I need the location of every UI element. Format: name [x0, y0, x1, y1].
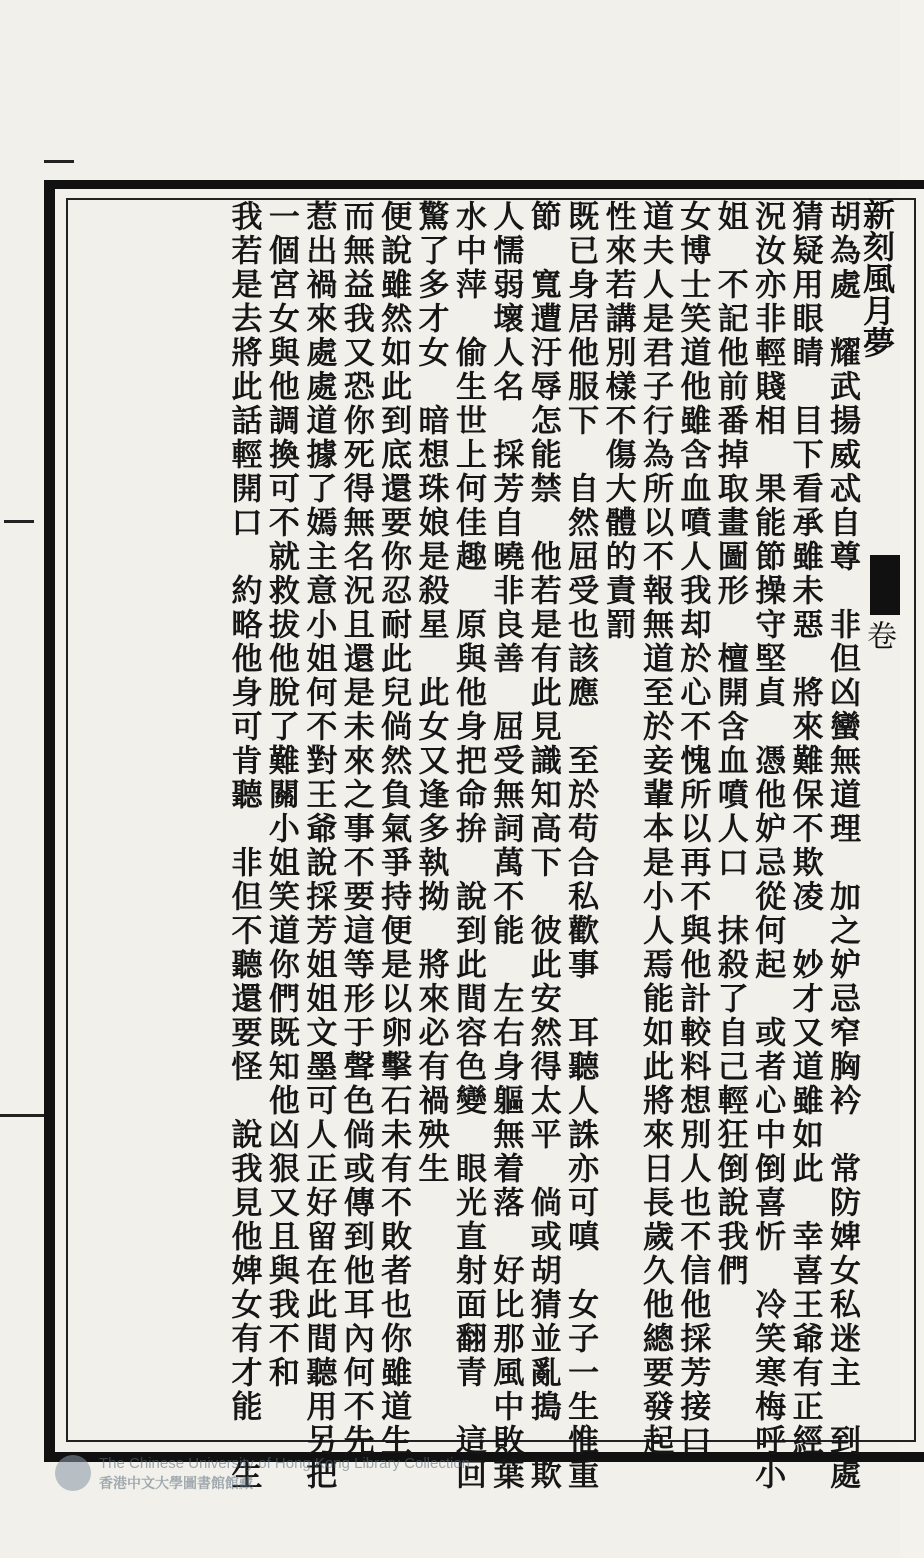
text-column: 姐 不記他前番掉取畫圖形 檀開含血噴人口 抹殺了自己輕狂倒說我們	[711, 200, 748, 1288]
text-column: 胡為處 耀武揚威忒自尊 非但凶蠻無道理 加之妒忌窄胸衿 常防婢女私迷主 到處	[824, 200, 860, 1492]
watermark-chinese: 香港中文大學圖書館館藏	[99, 1476, 253, 1492]
text-column: 惹出禍來處處道據了嫣主意小姐何不對王爺說採芳姐姐文墨可人正好留在此間聽用另把	[300, 200, 337, 1492]
margin-tick-mark	[44, 160, 74, 163]
text-column: 道夫人是君子行為所以不報無道至於妾輩本是小人焉能如此將來日長歲久他總要發起	[636, 200, 673, 1458]
text-column: 況汝亦非輕賤相 果能節操守堅貞 憑他妒忌從何起 或者心中倒喜忻 冷笑寒梅呼小	[749, 200, 786, 1492]
fishtail-marker	[870, 555, 900, 615]
text-column: 人懦弱壞人名 採芳自曉非良善 屈受無詞萬不能 左右身軀無着落 好比那風中敗葉	[487, 200, 524, 1492]
folio-label: 卷	[861, 620, 896, 650]
text-column: 而無益我又恐你死得無名況且還是未來之事不要這等形于聲色倘或傳到他耳內何不先	[337, 200, 374, 1458]
text-column: 我若是去將此話輕開口 約略他身可肯聽 非但不聽還要怪 說我見他婢女有才能 生	[225, 200, 262, 1492]
text-column: 猜疑用眼睛 目下看承雖未惡 將來難保不欺凌 妙才又道雖如此 幸喜王爺有正經	[786, 200, 823, 1458]
text-column: 便說雖然如此到底還要你忍耐此兒倘然負氣爭持便是以卵擊石未有不敗者也你雖道生	[375, 200, 412, 1458]
running-head: 新刻風月夢	[858, 198, 896, 358]
margin-tick-mark	[4, 520, 34, 523]
library-watermark	[55, 1455, 555, 1495]
margin-tick-mark	[0, 1114, 46, 1117]
watermark-english: The Chinese University of Hong Kong Library Collection	[99, 1455, 471, 1472]
text-column: 女博士笑道他雖含血噴人我却於心不愧所以再不與他計較料想別人也不信他採芳接口	[674, 200, 711, 1458]
text-column: 驚了多才女 暗想珠娘是殺星 此女又逢多執拗 將來必有禍殃生	[412, 200, 449, 1186]
text-column: 水中萍 偷生世上何佳趣 原與他身把命拚 說到此間容色變 眼光直射面翻青 這回	[449, 200, 486, 1492]
text-column: 一個宮女與他調換可不就救拔他脫了難關小姐笑道你們既知他凶狠又且與我不和	[262, 200, 299, 1390]
text-column: 性來若講別樣不傷大體的責罰	[599, 200, 636, 642]
library-logo-icon	[55, 1455, 91, 1491]
text-column: 既已身居他服下 自然屈受也該應 至於苟合私歡事 耳聽人誅亦可嗔 女子一生惟重	[562, 200, 599, 1492]
text-column: 節 寬遭汙辱怎能禁 他若是有此見識知高下 彼此安然得太平 倘或胡猜並亂搗 欺	[524, 200, 561, 1492]
